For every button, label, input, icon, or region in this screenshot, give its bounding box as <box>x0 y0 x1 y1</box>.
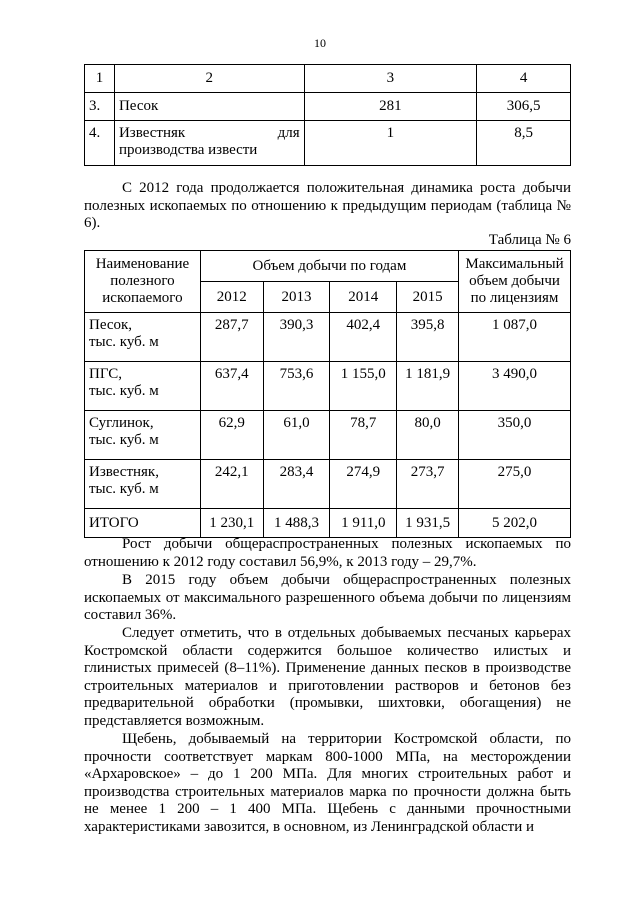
mineral-name: Известняк, <box>89 464 159 480</box>
table-row <box>85 93 571 121</box>
value-cell: 402,4 <box>330 313 397 362</box>
table-total-row <box>85 509 571 538</box>
value-cell: 287,7 <box>200 313 263 362</box>
table-row <box>85 460 571 509</box>
value-cell: 753,6 <box>263 362 330 411</box>
paragraph-gravel: Щебень, добываемый на территории Костромской области, по прочности соответствует маркам 800-1000 МПа, на месторождении «Архаровское» – до 1 200 МПа. Для многих строительных работ и производства строительных материалов марка по прочности должна быть не менее 1 200 – 1 400 МПа. Щебень с данными прочностными характеристиками завозится, в основном, из Ленинградской области и <box>84 731 571 835</box>
header-years-group: Объем добычи по годам <box>200 251 458 282</box>
total-value: 1 230,1 <box>200 509 263 538</box>
value-cell: 274,9 <box>330 460 397 509</box>
value-cell: 1 155,0 <box>330 362 397 411</box>
header-cell: 2 <box>114 65 304 93</box>
max-cell: 1 087,0 <box>459 313 571 362</box>
header-year: 2015 <box>397 282 459 313</box>
table-header-row <box>85 251 571 282</box>
mineral-name: Песок, <box>89 317 133 333</box>
header-cell: 3 <box>304 65 477 93</box>
row-value: 281 <box>304 93 477 121</box>
paragraph-sand: Следует отметить, что в отдельных добываемых песчаных карьерах Костромской области содержится большое количество илистых и глинистых примесей (8–11%). Применение данных песков в производстве строительных материалов и приготовлении растворов и бетонов без предварительной обработки (промывки, шихтовки, обогащения) не представляется возможным. <box>84 625 571 729</box>
mineral-name: ПГС, <box>89 366 123 382</box>
unit: тыс. куб. м <box>89 334 159 350</box>
row-number: 3. <box>85 93 115 121</box>
header-year: 2013 <box>263 282 330 313</box>
header-year: 2014 <box>330 282 397 313</box>
value-cell: 273,7 <box>397 460 459 509</box>
value-cell: 390,3 <box>263 313 330 362</box>
row-number: 4. <box>85 121 115 166</box>
value-cell: 61,0 <box>263 411 330 460</box>
total-max: 5 202,0 <box>459 509 571 538</box>
table-continued <box>84 64 571 166</box>
total-value: 1 488,3 <box>263 509 330 538</box>
total-value: 1 931,5 <box>397 509 459 538</box>
header-name: Наименование полезного ископаемого <box>85 251 201 313</box>
table-header-row <box>85 65 571 93</box>
value-cell: 283,4 <box>263 460 330 509</box>
value-cell: 80,0 <box>397 411 459 460</box>
table-6 <box>84 250 571 538</box>
row-name <box>85 460 201 509</box>
max-cell: 3 490,0 <box>459 362 571 411</box>
value-cell: 1 181,9 <box>397 362 459 411</box>
unit: тыс. куб. м <box>89 383 159 399</box>
unit: тыс. куб. м <box>89 432 159 448</box>
paragraph-share: В 2015 году объем добычи общераспространенных полезных ископаемых от максимального разрешенного объема добычи по лицензиям составил 36%. <box>84 572 571 624</box>
paragraph-growth: Рост добычи общераспространенных полезных ископаемых по отношению к 2012 году составил 56,9%, к 2013 году – 29,7%. <box>84 536 571 570</box>
page-number: 10 <box>314 36 326 50</box>
header-cell: 1 <box>85 65 115 93</box>
paragraph-dynamics: С 2012 года продолжается положительная динамика роста добычи полезных ископаемых по отношению к предыдущим периодам (таблица № 6). <box>84 180 571 232</box>
row-value: 1 <box>304 121 477 166</box>
row-value: 306,5 <box>477 93 571 121</box>
value-cell: 78,7 <box>330 411 397 460</box>
total-value: 1 911,0 <box>330 509 397 538</box>
table-row <box>85 411 571 460</box>
header-max: Максимальный объем добычи по лицензиям <box>459 251 571 313</box>
row-name: Известняк для производства извести <box>114 121 304 166</box>
header-cell: 4 <box>477 65 571 93</box>
max-cell: 350,0 <box>459 411 571 460</box>
header-year: 2012 <box>200 282 263 313</box>
unit: тыс. куб. м <box>89 481 159 497</box>
row-value: 8,5 <box>477 121 571 166</box>
value-cell: 395,8 <box>397 313 459 362</box>
row-name: Песок <box>114 93 304 121</box>
max-cell: 275,0 <box>459 460 571 509</box>
value-cell: 637,4 <box>200 362 263 411</box>
row-name <box>85 411 201 460</box>
table-row <box>85 362 571 411</box>
value-cell: 62,9 <box>200 411 263 460</box>
row-name <box>85 362 201 411</box>
mineral-name: Суглинок, <box>89 415 154 431</box>
table-caption: Таблица № 6 <box>488 232 571 248</box>
row-name <box>85 313 201 362</box>
value-cell: 242,1 <box>200 460 263 509</box>
table-row <box>85 121 571 166</box>
total-label: ИТОГО <box>85 509 201 538</box>
table-row <box>85 313 571 362</box>
